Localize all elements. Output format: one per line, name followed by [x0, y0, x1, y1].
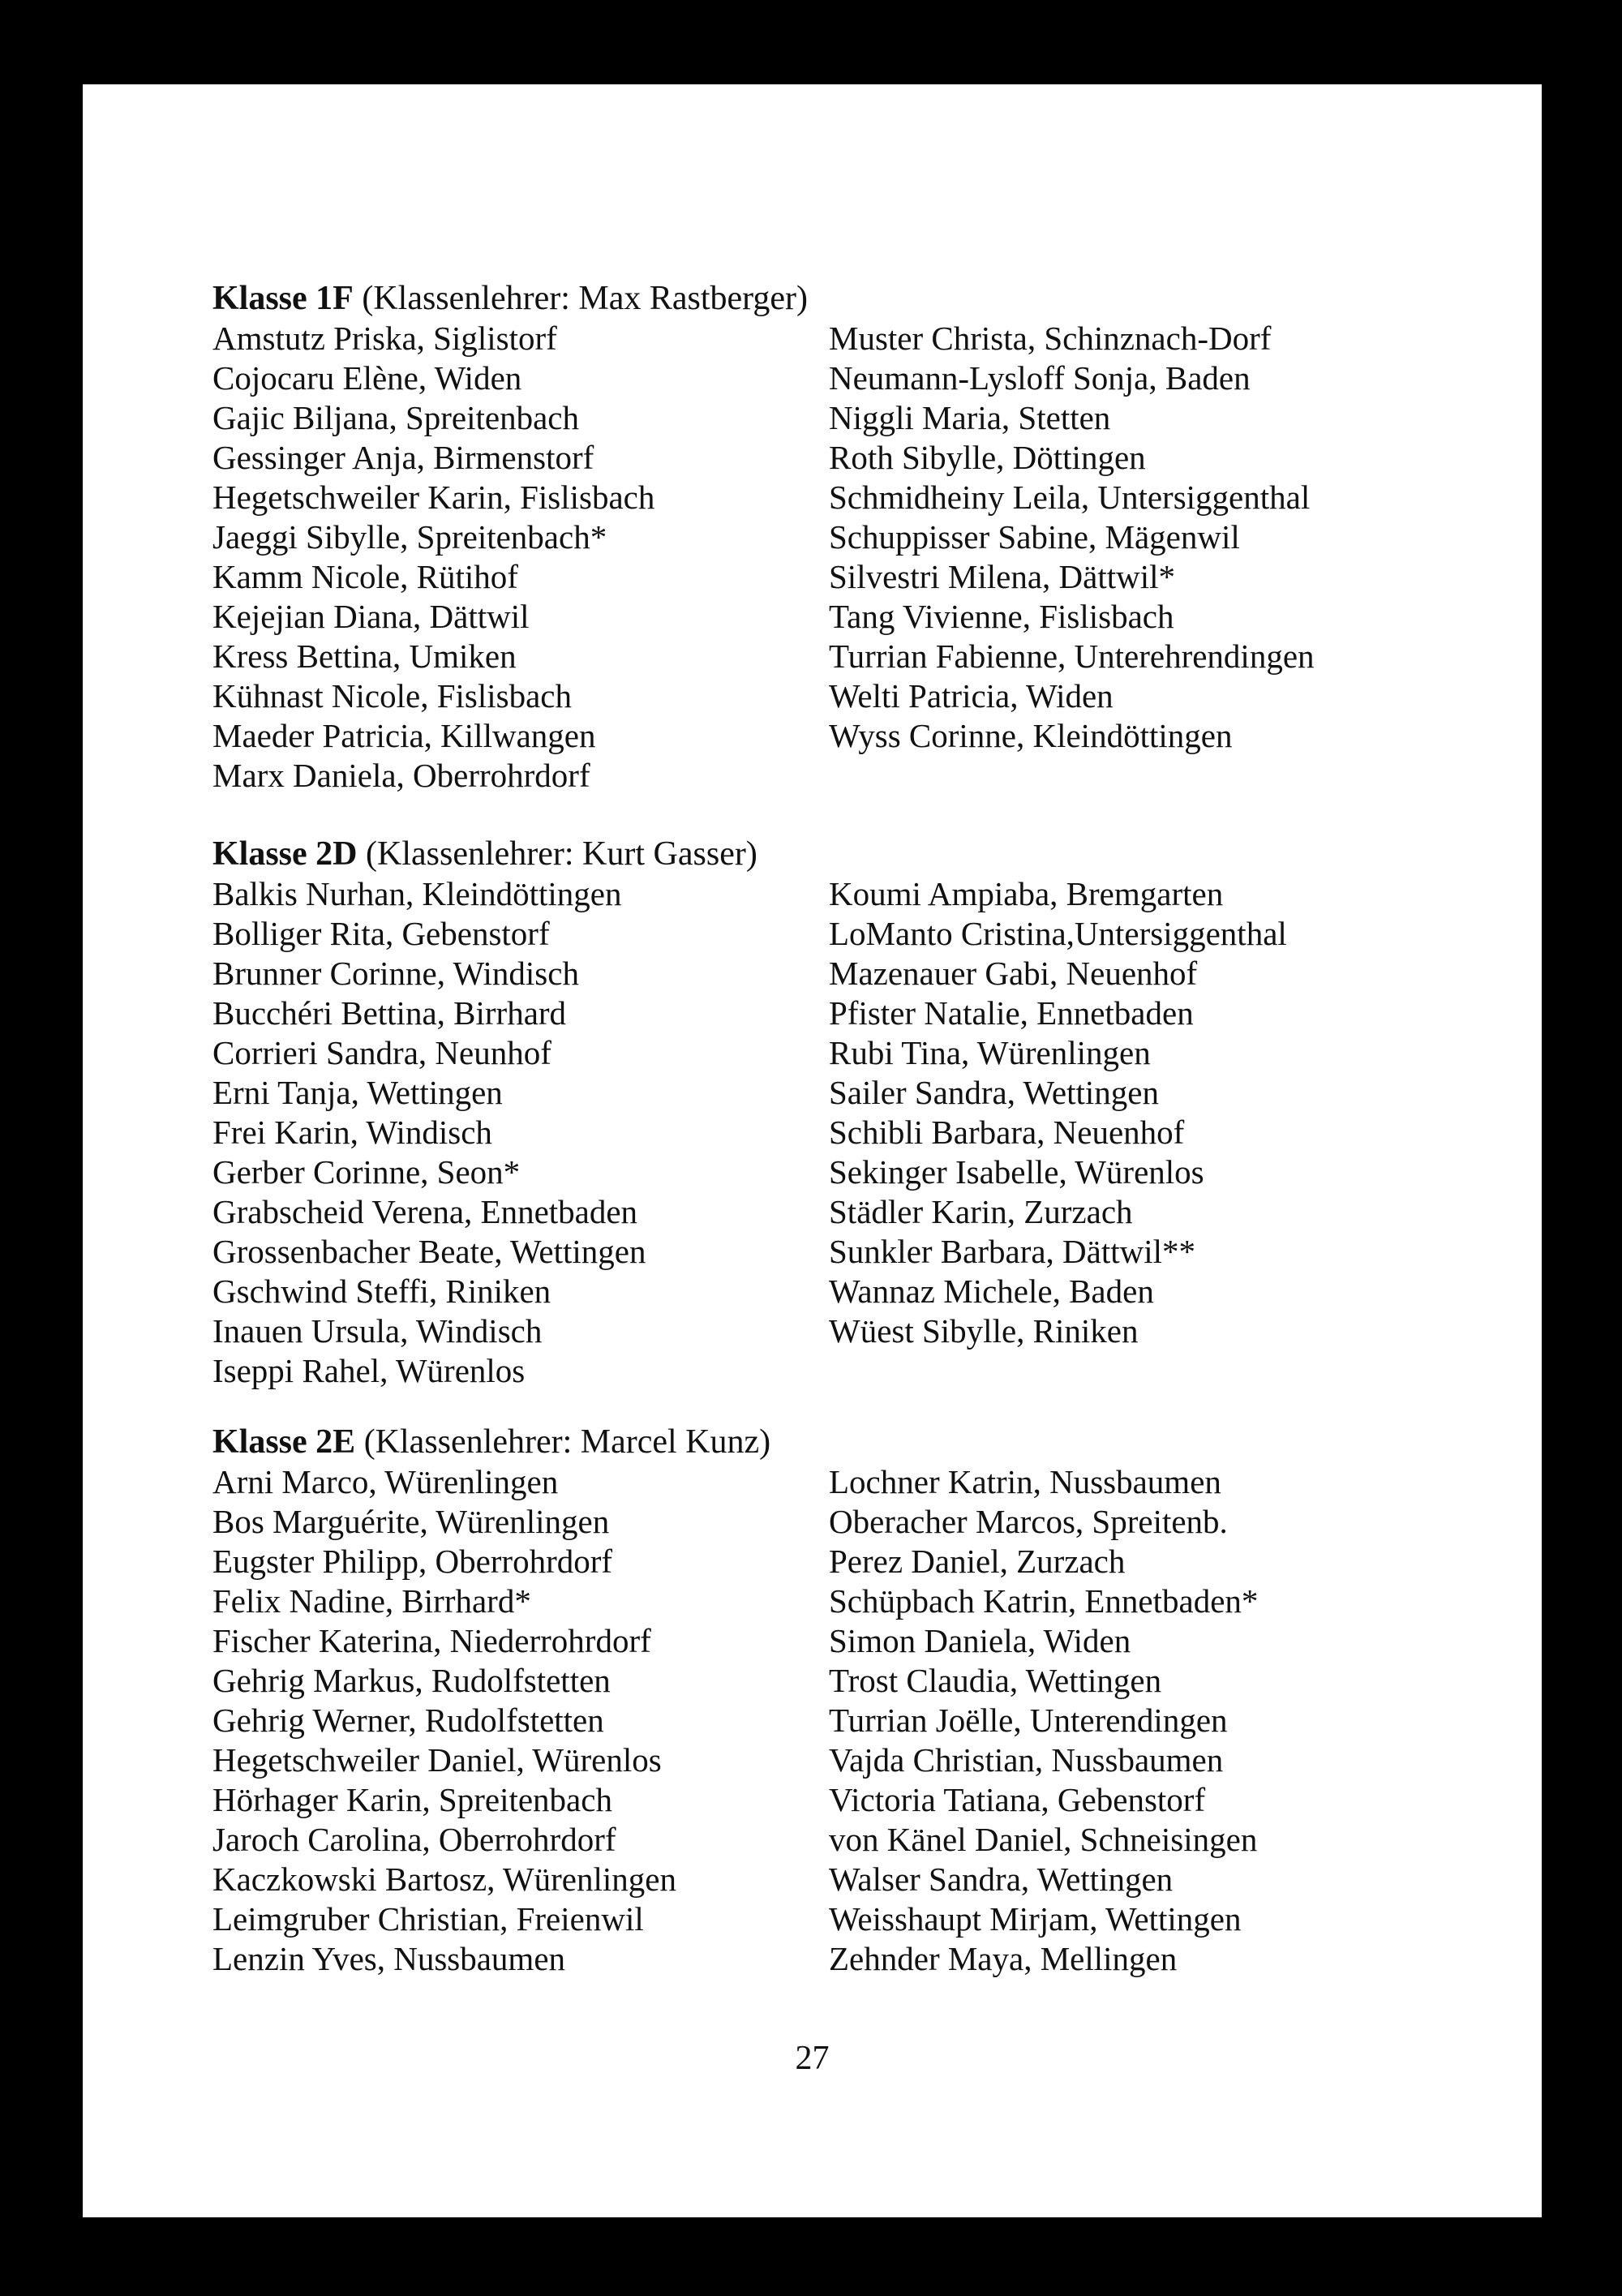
class-teacher: (Klassenlehrer: Marcel Kunz): [363, 1423, 771, 1461]
student-list-left: [212, 1462, 861, 1979]
student-entry: Trost Claudia, Wettingen: [829, 1662, 1162, 1699]
student-entry: Gessinger Anja, Birmenstorf: [212, 439, 594, 476]
class-section-2d: [212, 835, 1478, 1389]
student-entry: Wyss Corinne, Kleindöttingen: [829, 717, 1233, 754]
student-entry: Balkis Nurhan, Kleindöttingen: [212, 875, 622, 912]
class-heading: [212, 279, 1478, 319]
student-entry: Weisshaupt Mirjam, Wettingen: [829, 1900, 1242, 1938]
student-entry: Kamm Nicole, Rütihof: [212, 558, 518, 595]
student-entry: Gajic Biljana, Spreitenbach: [212, 399, 579, 436]
class-heading: [212, 1423, 1478, 1462]
student-entry: Zehnder Maya, Mellingen: [829, 1940, 1178, 1977]
student-entry: Wannaz Michele, Baden: [829, 1272, 1154, 1310]
student-entry: Welti Patricia, Widen: [829, 677, 1114, 715]
student-entry: Kaczkowski Bartosz, Würenlingen: [212, 1860, 676, 1898]
class-teacher: (Klassenlehrer: Max Rastberger): [362, 280, 809, 317]
student-entry: Felix Nadine, Birrhard*: [212, 1582, 531, 1620]
student-entry: Gerber Corinne, Seon*: [212, 1153, 521, 1191]
student-entry: Sekinger Isabelle, Würenlos: [829, 1153, 1204, 1191]
student-entry: Mazenauer Gabi, Neuenhof: [829, 955, 1198, 992]
class-section-2e: [212, 1423, 1478, 1977]
student-entry: Koumi Ampiaba, Bremgarten: [829, 875, 1224, 912]
student-list-left: [212, 319, 861, 796]
class-label: Klasse 2D: [212, 835, 358, 873]
student-entry: Städler Karin, Zurzach: [829, 1193, 1133, 1230]
student-entry: Hegetschweiler Daniel, Würenlos: [212, 1741, 662, 1779]
student-entry: Gehrig Markus, Rudolfstetten: [212, 1662, 611, 1699]
student-entry: Brunner Corinne, Windisch: [212, 955, 579, 992]
student-entry: Turrian Fabienne, Unterehrendingen: [829, 637, 1315, 675]
student-entry: Oberacher Marcos, Spreitenb.: [829, 1503, 1228, 1540]
student-entry: Hegetschweiler Karin, Fislisbach: [212, 479, 655, 516]
student-entry: Marx Daniela, Oberrohrdorf: [212, 757, 590, 794]
student-entry: Bucchéri Bettina, Birrhard: [212, 994, 567, 1032]
student-entry: Turrian Joëlle, Unterendingen: [829, 1702, 1228, 1739]
student-entry: Maeder Patricia, Killwangen: [212, 717, 596, 754]
class-label: Klasse 1F: [212, 280, 354, 317]
student-entry: Bolliger Rita, Gebenstorf: [212, 915, 550, 952]
student-entry: Niggli Maria, Stetten: [829, 399, 1111, 436]
student-entry: Wüest Sibylle, Riniken: [829, 1312, 1139, 1350]
class-label: Klasse 2E: [212, 1423, 356, 1461]
student-entry: Gehrig Werner, Rudolfstetten: [212, 1702, 604, 1739]
student-entry: Schüpbach Katrin, Ennetbaden*: [829, 1582, 1259, 1620]
student-entry: Rubi Tina, Würenlingen: [829, 1034, 1151, 1071]
student-entry: Erni Tanja, Wettingen: [212, 1074, 503, 1111]
student-entry: Muster Christa, Schinznach-Dorf: [829, 320, 1272, 357]
student-entry: Sunkler Barbara, Dättwil**: [829, 1233, 1196, 1270]
student-entry: Kühnast Nicole, Fislisbach: [212, 677, 572, 715]
page-number: 27: [795, 2040, 830, 2077]
student-entry: Grossenbacher Beate, Wettingen: [212, 1233, 646, 1270]
student-entry: Jaroch Carolina, Oberrohrdorf: [212, 1821, 616, 1858]
student-entry: Silvestri Milena, Dättwil*: [829, 558, 1176, 595]
student-list-left: [212, 874, 861, 1391]
student-entry: Leimgruber Christian, Freienwil: [212, 1900, 644, 1938]
student-entry: von Känel Daniel, Schneisingen: [829, 1821, 1258, 1858]
student-entry: Roth Sibylle, Döttingen: [829, 439, 1146, 476]
student-entry: Vajda Christian, Nussbaumen: [829, 1741, 1224, 1779]
student-entry: Walser Sandra, Wettingen: [829, 1860, 1174, 1898]
student-entry: Arni Marco, Würenlingen: [212, 1463, 559, 1500]
student-entry: Sailer Sandra, Wettingen: [829, 1074, 1159, 1111]
class-teacher: (Klassenlehrer: Kurt Gasser): [366, 835, 757, 873]
student-entry: Tang Vivienne, Fislisbach: [829, 598, 1174, 635]
student-entry: Kress Bettina, Umiken: [212, 637, 517, 675]
student-entry: Inauen Ursula, Windisch: [212, 1312, 543, 1350]
student-entry: Perez Daniel, Zurzach: [829, 1543, 1126, 1580]
student-entry: Iseppi Rahel, Würenlos: [212, 1352, 526, 1389]
class-section-1f: [212, 279, 1478, 794]
student-entry: LoManto Cristina,Untersiggenthal: [829, 915, 1287, 952]
student-list-right: [829, 319, 1478, 756]
student-entry: Corrieri Sandra, Neunhof: [212, 1034, 551, 1071]
student-entry: Amstutz Priska, Siglistorf: [212, 320, 557, 357]
student-entry: Victoria Tatiana, Gebenstorf: [829, 1781, 1206, 1818]
student-entry: Grabscheid Verena, Ennetbaden: [212, 1193, 638, 1230]
student-entry: Simon Daniela, Widen: [829, 1622, 1131, 1659]
student-entry: Lochner Katrin, Nussbaumen: [829, 1463, 1221, 1500]
student-entry: Eugster Philipp, Oberrohrdorf: [212, 1543, 613, 1580]
student-entry: Jaeggi Sibylle, Spreitenbach*: [212, 518, 607, 556]
document-page: [83, 84, 1542, 2217]
class-heading: [212, 835, 1478, 874]
student-entry: Cojocaru Elène, Widen: [212, 359, 522, 397]
student-entry: Hörhager Karin, Spreitenbach: [212, 1781, 612, 1818]
student-entry: Bos Marguérite, Würenlingen: [212, 1503, 610, 1540]
student-list-right: [829, 1462, 1478, 1979]
student-list-right: [829, 874, 1478, 1351]
student-entry: Schuppisser Sabine, Mägenwil: [829, 518, 1240, 556]
student-entry: Lenzin Yves, Nussbaumen: [212, 1940, 566, 1977]
student-entry: Schmidheiny Leila, Untersiggenthal: [829, 479, 1311, 516]
student-entry: Schibli Barbara, Neuenhof: [829, 1114, 1185, 1151]
student-entry: Frei Karin, Windisch: [212, 1114, 492, 1151]
student-entry: Fischer Katerina, Niederrohrdorf: [212, 1622, 651, 1659]
student-entry: Gschwind Steffi, Riniken: [212, 1272, 551, 1310]
student-entry: Neumann-Lysloff Sonja, Baden: [829, 359, 1251, 397]
student-entry: Kejejian Diana, Dättwil: [212, 598, 530, 635]
student-entry: Pfister Natalie, Ennetbaden: [829, 994, 1194, 1032]
